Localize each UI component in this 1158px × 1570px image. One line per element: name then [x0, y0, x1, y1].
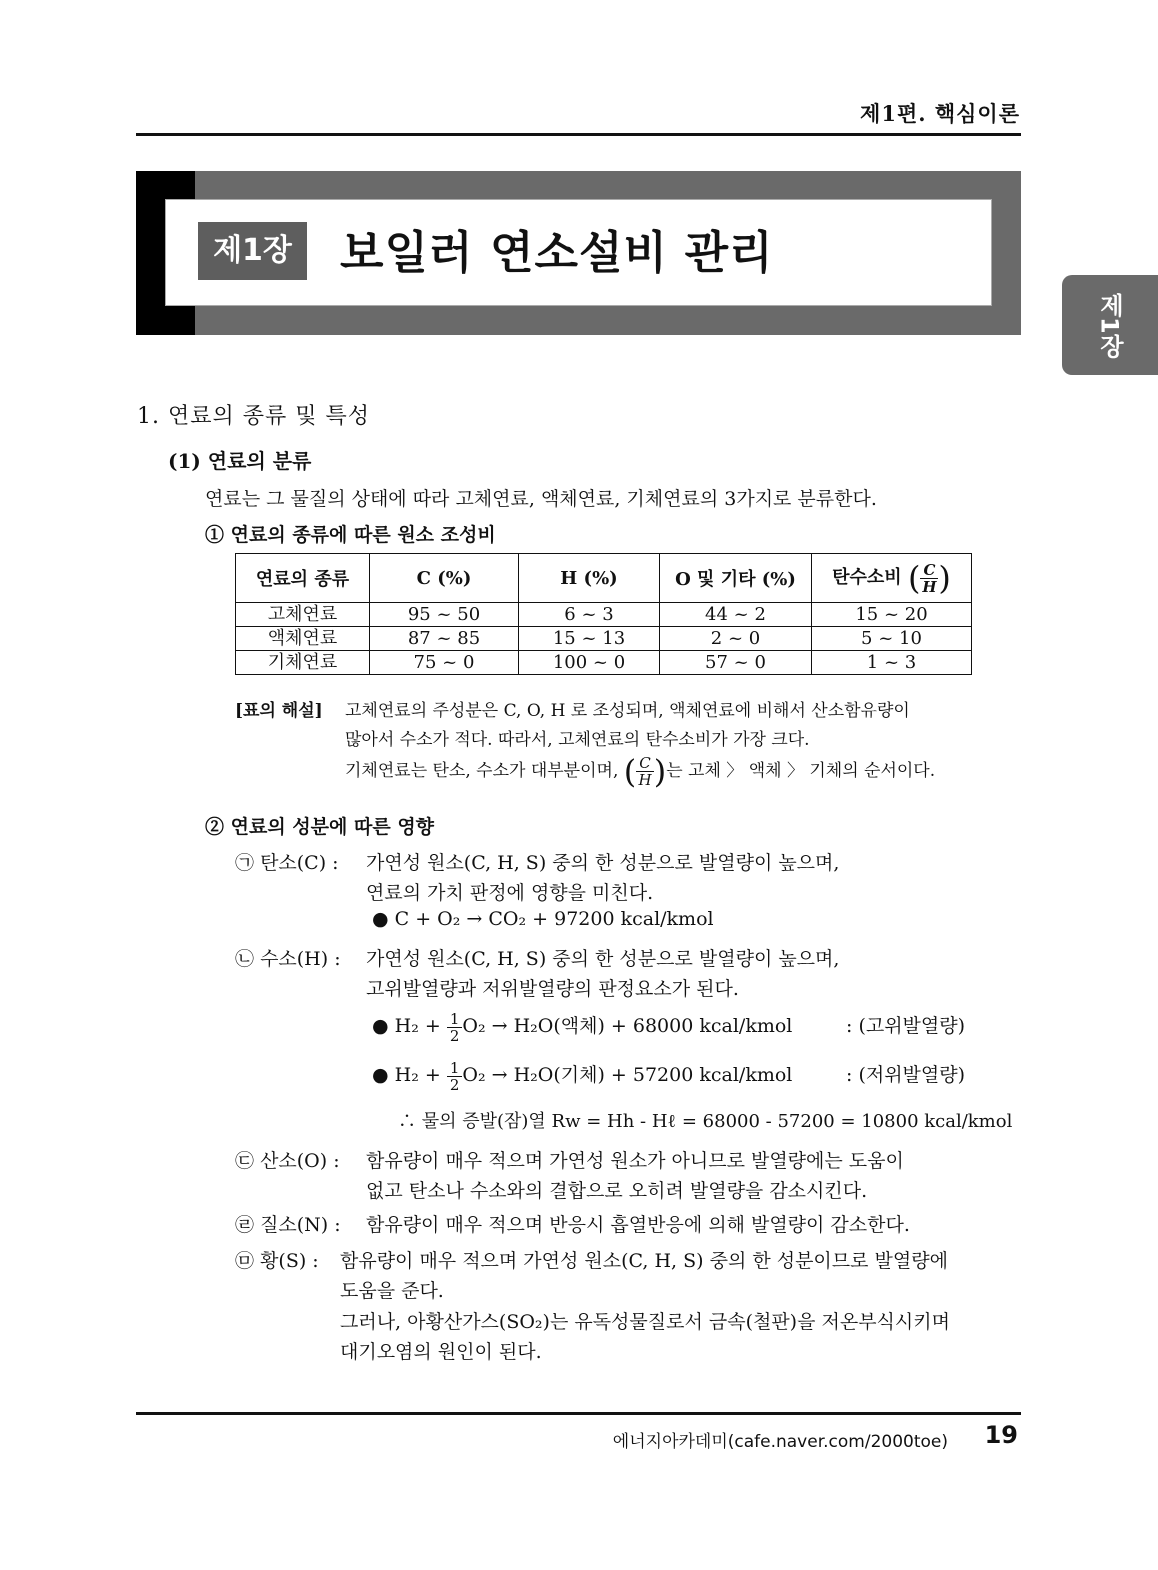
- item-marker: ②: [205, 816, 225, 838]
- footer-site: 에너지아카데미(cafe.naver.com/2000toe): [612, 1432, 948, 1452]
- hydrogen-line-2: 고위발열량과 저위발열량의 판정요소가 된다.: [366, 978, 739, 1000]
- ratio-fraction: [636, 755, 653, 788]
- table-cell: 기체연료: [236, 651, 370, 675]
- item-title: 연료의 성분에 따른 영향: [230, 816, 435, 838]
- equation-right: O₂ → H₂O(기체) + 57200 kcal/kmol: [462, 1064, 793, 1086]
- hydrogen-marker: ㉡: [235, 948, 255, 970]
- header-rule: [136, 133, 1021, 136]
- sulfur-marker: ㉤: [235, 1250, 255, 1272]
- explain-line-2: 많아서 수소가 적다. 따라서, 고체연료의 탄수소비가 가장 크다.: [345, 730, 810, 750]
- sulfur-label: 황(S) :: [260, 1250, 319, 1272]
- footer-rule: [136, 1412, 1021, 1415]
- table-row: [236, 603, 972, 627]
- table-header-cell: 연료의 종류: [236, 554, 370, 603]
- explain-label: [표의 해설]: [235, 701, 323, 721]
- table-cell: 100 ~ 0: [519, 651, 660, 675]
- sulfur-line-1: 함유량이 매우 적으며 가연성 원소(C, H, S) 중의 한 성분이므로 발열량에: [340, 1250, 948, 1272]
- explain-line-3b: 는 고체 〉 액체 〉 기체의 순서이다.: [666, 761, 936, 781]
- oxygen-label: 산소(O) :: [260, 1150, 340, 1172]
- paren-close: ): [653, 752, 667, 791]
- nitrogen-heading: [235, 1210, 341, 1237]
- paren-close: ): [938, 559, 951, 597]
- part-title: 제1편. 핵심이론: [860, 101, 1020, 126]
- carbon-line-1: 가연성 원소(C, H, S) 중의 한 성분으로 발열량이 높으며,: [366, 852, 840, 874]
- table-cell: 5 ~ 10: [812, 627, 972, 651]
- table-cell: 57 ~ 0: [660, 651, 812, 675]
- sulfur-line-4: 대기오염의 원인이 된다.: [340, 1341, 542, 1363]
- nitrogen-label: 질소(N) :: [260, 1214, 341, 1236]
- oxygen-heading: [235, 1146, 340, 1173]
- carbon-equation-text: C + O₂ → CO₂ + 97200 kcal/kmol: [394, 908, 714, 930]
- composition-table: [235, 553, 972, 675]
- hydrogen-label: 수소(H) :: [260, 948, 341, 970]
- carbon-line-2: 연료의 가치 판정에 영향을 미친다.: [366, 882, 654, 904]
- fraction-numerator: C: [636, 755, 653, 772]
- oxygen-line-1: 함유량이 매우 적으며 가연성 원소가 아니므로 발열량에는 도움이: [366, 1150, 904, 1172]
- table-cell: 액체연료: [236, 627, 370, 651]
- table-cell: 6 ~ 3: [519, 603, 660, 627]
- table-cell: 44 ~ 2: [660, 603, 812, 627]
- section-title: 1. 연료의 종류 및 특성: [137, 404, 370, 429]
- equation-2-note: : (저위발열량): [846, 1064, 966, 1086]
- page-number: 19: [984, 1421, 1018, 1449]
- explain-line-1: 고체연료의 주성분은 C, O, H 로 조성되며, 액체연료에 비해서 산소함유량이: [345, 701, 910, 721]
- table-cell: 2 ~ 0: [660, 627, 812, 651]
- latent-heat-equation: ∴ 물의 증발(잠)열 Rw = Hh - Hℓ = 68000 - 57200 = 10800 kcal/kmol: [398, 1111, 1013, 1132]
- paren-open: (: [623, 752, 637, 791]
- table-cell: 1 ~ 3: [812, 651, 972, 675]
- ratio-label: 탄수소비: [832, 567, 902, 588]
- explain-line-3a: 기체연료는 탄소, 수소가 대부분이며,: [345, 761, 619, 781]
- chapter-title: 보일러 연소설비 관리: [340, 226, 774, 279]
- table-cell: 15 ~ 20: [812, 603, 972, 627]
- sulfur-line-3: 그러나, 아황산가스(SO₂)는 유독성물질로서 금속(철판)을 저온부식시키며: [340, 1311, 950, 1333]
- table-cell: 고체연료: [236, 603, 370, 627]
- equation-left: H₂ +: [394, 1064, 441, 1086]
- hydrogen-heading: [235, 944, 341, 971]
- bullet-icon: ●: [372, 1064, 389, 1086]
- hydrogen-equation-1: [372, 1006, 792, 1046]
- table-cell: 75 ~ 0: [370, 651, 519, 675]
- fraction-numerator: C: [920, 562, 938, 579]
- nitrogen-line-1: 함유량이 매우 적으며 반응시 흡열반응에 의해 발열량이 감소한다.: [366, 1214, 910, 1236]
- fraction-denominator: 2: [449, 1026, 460, 1045]
- nitrogen-marker: ㉣: [235, 1214, 255, 1236]
- table-cell: 87 ~ 85: [370, 627, 519, 651]
- fraction-denominator: H: [638, 771, 652, 789]
- fraction-numerator: 1: [447, 1060, 463, 1077]
- table-cell: 15 ~ 13: [519, 627, 660, 651]
- fraction-numerator: 1: [447, 1011, 463, 1028]
- item-marker: ①: [205, 524, 225, 546]
- fraction-denominator: H: [922, 577, 937, 596]
- table-header-row: [236, 554, 972, 603]
- sulfur-heading: [235, 1246, 319, 1273]
- fraction-denominator: 2: [449, 1075, 460, 1094]
- oxygen-marker: ㉢: [235, 1150, 255, 1172]
- table-header-cell: O 및 기타 (%): [660, 554, 812, 603]
- bullet-icon: ●: [372, 908, 389, 930]
- sulfur-line-2: 도움을 준다.: [340, 1280, 444, 1302]
- carbon-label: 탄소(C) :: [260, 852, 339, 874]
- chapter-badge: 제1장: [198, 222, 307, 280]
- subsection-title: (1) 연료의 분류: [168, 449, 312, 473]
- equation-right: O₂ → H₂O(액체) + 68000 kcal/kmol: [462, 1015, 793, 1037]
- chapter-side-tab-label: 제1장: [1095, 292, 1124, 358]
- item-heading-1: [205, 520, 496, 547]
- bullet-icon: ●: [372, 1015, 389, 1037]
- table-header-cell: C (%): [370, 554, 519, 603]
- table-row: [236, 627, 972, 651]
- table-header-cell: H (%): [519, 554, 660, 603]
- table-cell: 95 ~ 50: [370, 603, 519, 627]
- ratio-fraction: [920, 562, 938, 595]
- oxygen-line-2: 없고 탄소나 수소와의 결합으로 오히려 발열량을 감소시킨다.: [366, 1180, 868, 1202]
- carbon-equation: [372, 908, 714, 930]
- carbon-heading: [235, 848, 339, 875]
- half-fraction: [447, 1060, 463, 1093]
- paren-open: (: [907, 559, 921, 597]
- equation-1-note: : (고위발열량): [846, 1015, 966, 1037]
- hydrogen-equation-2: [372, 1055, 792, 1095]
- table-header-cell-ratio: [812, 554, 972, 603]
- chapter-side-tab[interactable]: [1062, 275, 1158, 375]
- item-title: 연료의 종류에 따른 원소 조성비: [230, 524, 496, 546]
- half-fraction: [447, 1011, 463, 1044]
- hydrogen-line-1: 가연성 원소(C, H, S) 중의 한 성분으로 발열량이 높으며,: [366, 948, 840, 970]
- explain-line-3: [345, 752, 935, 791]
- equation-left: H₂ +: [394, 1015, 441, 1037]
- table-row: [236, 651, 972, 675]
- item-heading-2: [205, 812, 434, 839]
- subsection-intro: 연료는 그 물질의 상태에 따라 고체연료, 액체연료, 기체연료의 3가지로 분류한다.: [205, 488, 877, 510]
- carbon-marker: ㉠: [235, 852, 255, 874]
